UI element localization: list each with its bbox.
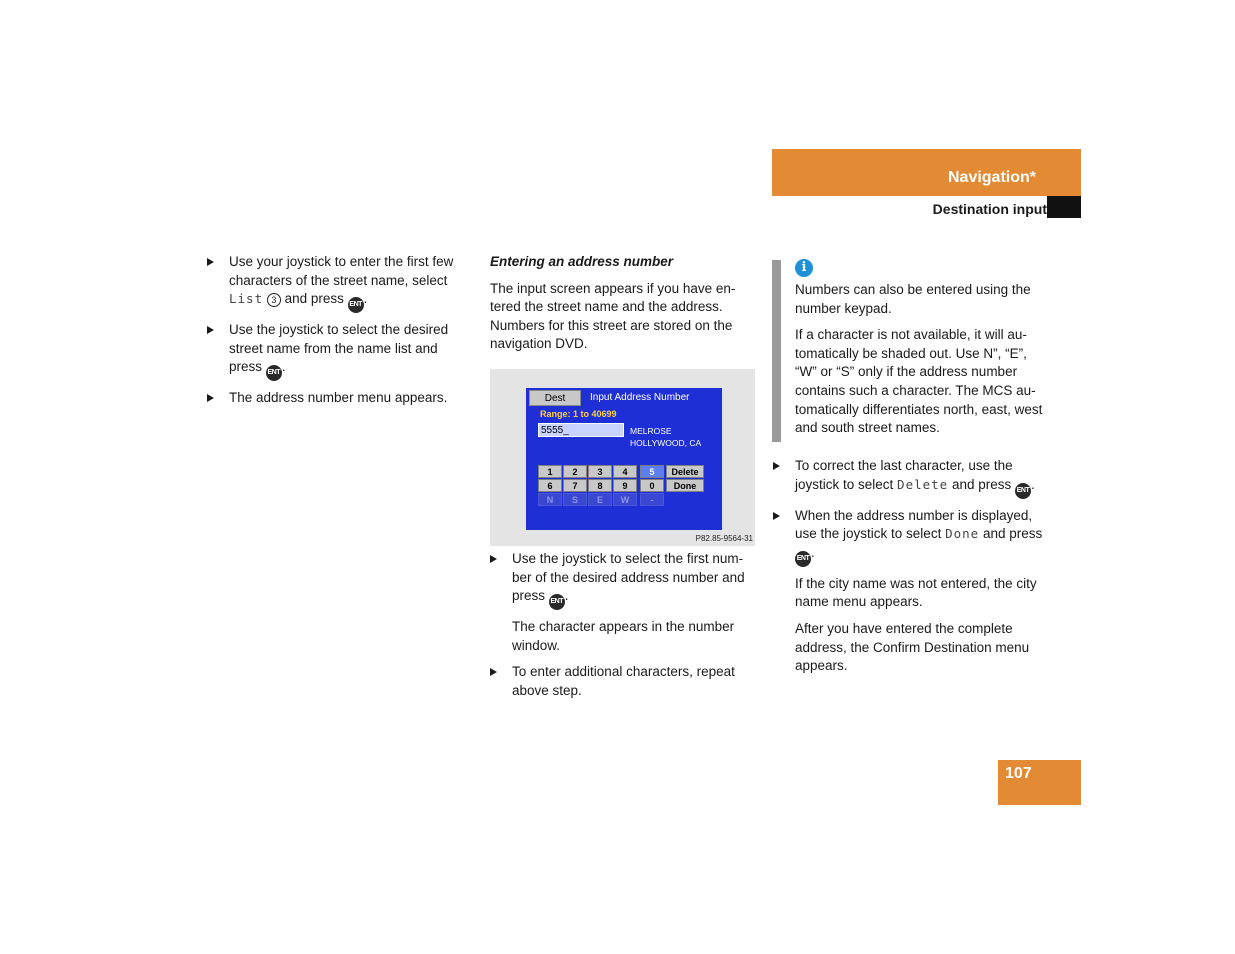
info-box	[795, 258, 1047, 446]
street-info: MELROSE HOLLYWOOD, CA	[630, 426, 702, 448]
right-column-steps	[773, 457, 1047, 684]
list-item: To enter additional characters, repeat above step.	[490, 663, 758, 700]
enter-button-icon: ENT	[1015, 483, 1031, 499]
key-0: 0	[640, 479, 664, 492]
key-9: 9	[613, 479, 637, 492]
list-item: Use the joystick to select the desired street name from the name list and press ENT .	[207, 321, 472, 381]
key-w-disabled: W	[613, 493, 637, 506]
result-paragraph: If the city name was not entered, the city name menu appears.	[795, 575, 1037, 610]
enter-button-icon: ENT	[266, 365, 282, 381]
section-heading: Entering an address number	[490, 254, 674, 269]
bullet-arrow-icon	[207, 326, 214, 334]
display-label-done: Done	[945, 526, 980, 542]
dest-tab: Dest	[529, 390, 581, 406]
callout-number: 3	[267, 293, 281, 307]
key-6: 6	[538, 479, 562, 492]
list-item: The address number menu appears.	[207, 389, 472, 408]
info-icon: i	[795, 259, 813, 277]
subsection-title: Destination input	[932, 201, 1047, 217]
key-1: 1	[538, 465, 562, 478]
enter-button-icon: ENT	[549, 594, 565, 610]
info-paragraph: If a character is not available, it will au-tomatically be shaded out. Use N”, “E”, “W” or “S” only if the address number contains such a character. The MCS au-tomatically differentiates north, east, west and south street names.	[795, 327, 1043, 436]
range-label: Range: 1 to 40699	[540, 409, 617, 419]
middle-column-steps	[490, 550, 758, 709]
figure-id: P82.85-9564-31	[695, 534, 753, 543]
screen-figure	[490, 369, 755, 546]
middle-column	[490, 253, 755, 362]
key-n-disabled: N	[538, 493, 562, 506]
key-dash-disabled: -	[640, 493, 664, 506]
intro-paragraph: The input screen appears if you have en-tered the street name and the address. Numbers for this street are stored on the navigation DVD.	[490, 280, 736, 352]
display-label-list: List	[229, 291, 264, 307]
key-3: 3	[588, 465, 612, 478]
key-done: Done	[666, 479, 704, 492]
key-s-disabled: S	[563, 493, 587, 506]
result-paragraph: The character appears in the number window.	[512, 619, 735, 653]
bullet-arrow-icon	[207, 258, 214, 266]
result-paragraph: After you have entered the complete address, the Confirm Destination menu appears.	[795, 620, 1030, 674]
bullet-arrow-icon	[207, 394, 214, 402]
page-number-box	[998, 760, 1081, 805]
enter-button-icon: ENT	[795, 551, 811, 567]
address-number-field: 5555_	[538, 423, 624, 437]
info-sidebar-bar	[772, 260, 781, 442]
left-column	[207, 253, 472, 416]
list-item: When the address number is displayed, use the joystick to select Done and press ENT .	[773, 507, 1047, 567]
bullet-arrow-icon	[773, 462, 780, 470]
key-5-selected: 5	[640, 465, 664, 478]
display-label-delete: Delete	[897, 476, 949, 492]
list-item: Use the joystick to select the first num-ber of the desired address number and press ENT .	[490, 550, 758, 610]
enter-button-icon: ENT	[348, 297, 364, 313]
list-item: To correct the last character, use the joystick to select Delete and press ENT .	[773, 457, 1047, 499]
page-number: 107	[1005, 765, 1032, 782]
section-title: Navigation*	[947, 169, 1036, 186]
info-paragraph: Numbers can also be entered using the number keypad.	[795, 282, 1031, 316]
screen-title: Input Address Number	[590, 392, 690, 403]
bullet-arrow-icon	[773, 512, 780, 520]
bullet-arrow-icon	[490, 668, 497, 676]
section-header-bar	[772, 149, 1081, 196]
key-2: 2	[563, 465, 587, 478]
list-item: Use your joystick to enter the first few characters of the street name, select List 3 and press ENT .	[207, 253, 472, 313]
key-7: 7	[563, 479, 587, 492]
key-e-disabled: E	[588, 493, 612, 506]
key-8: 8	[588, 479, 612, 492]
subsection-marker	[1047, 196, 1081, 218]
key-4: 4	[613, 465, 637, 478]
nav-screen	[526, 388, 722, 530]
bullet-arrow-icon	[490, 555, 497, 563]
key-delete: Delete	[666, 465, 704, 478]
